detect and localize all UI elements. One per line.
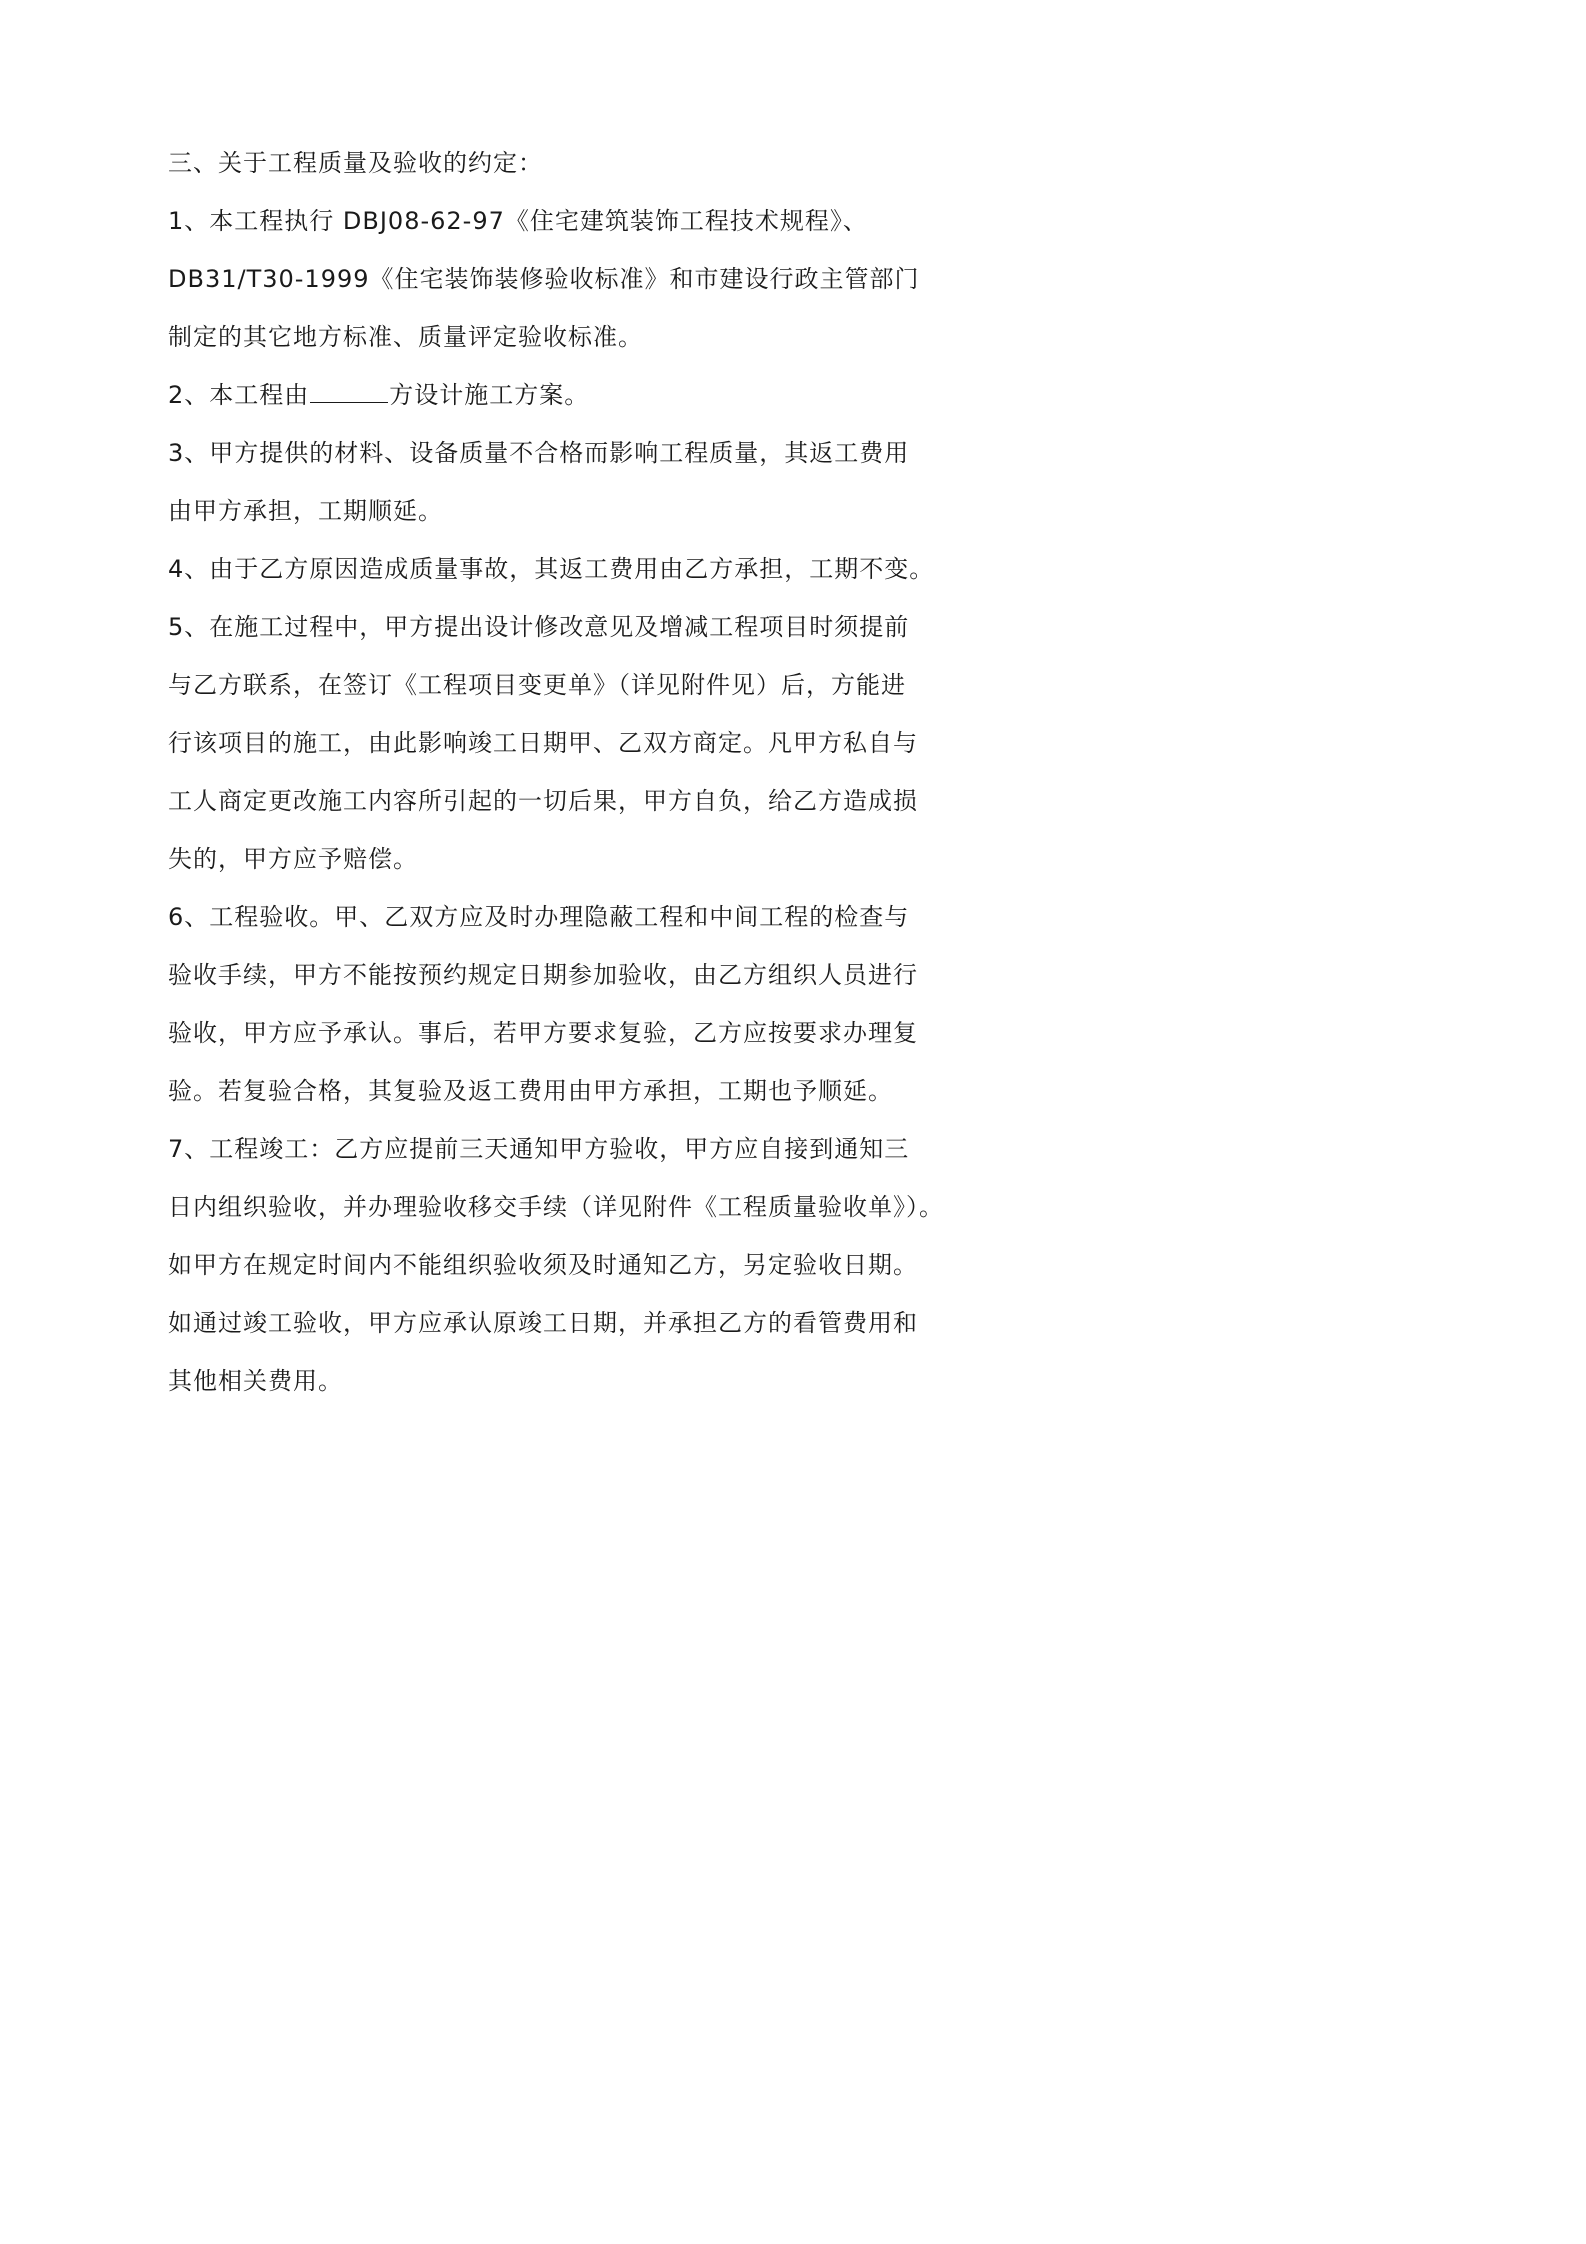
clause-4-line: 4、由于乙方原因造成质量事故，其返工费用由乙方承担，工期不变。 <box>168 555 935 583</box>
clause-1-line: 制定的其它地方标准、质量评定验收标准。 <box>168 323 643 351</box>
clause-5-line: 工人商定更改施工内容所引起的一切后果，甲方自负，给乙方造成损 <box>168 787 918 815</box>
clause-7-line: 其他相关费用。 <box>168 1367 343 1395</box>
clause-5-line: 5、在施工过程中，甲方提出设计修改意见及增减工程项目时须提前 <box>168 613 910 641</box>
clause-6-line: 验收，甲方应予承认。事后，若甲方要求复验，乙方应按要求办理复 <box>168 1019 918 1047</box>
fill-in-blank <box>310 378 388 403</box>
clause-5-line: 失的，甲方应予赔偿。 <box>168 845 418 873</box>
clause-2-suffix: 方设计施工方案。 <box>389 381 590 409</box>
clause-1-line: 1、本工程执行 DBJ08-62-97《住宅建筑装饰工程技术规程》、 <box>168 207 868 235</box>
contract-section <box>168 134 968 1410</box>
document-page <box>0 0 1101 1558</box>
clause-3-line: 由甲方承担，工期顺延。 <box>168 497 443 525</box>
clause-7-line: 7、工程竣工：乙方应提前三天通知甲方验收，甲方应自接到通知三 <box>168 1135 910 1163</box>
section-heading: 三、关于工程质量及验收的约定： <box>168 149 543 177</box>
clause-5-line: 与乙方联系，在签订《工程项目变更单》（详见附件见）后，方能进 <box>168 671 906 699</box>
clause-7-line: 如甲方在规定时间内不能组织验收须及时通知乙方，另定验收日期。 <box>168 1251 918 1279</box>
clause-5-line: 行该项目的施工，由此影响竣工日期甲、乙双方商定。凡甲方私自与 <box>168 729 918 757</box>
clause-2-line <box>168 366 968 424</box>
clause-2-prefix: 2、本工程由 <box>168 381 310 409</box>
clause-7-line: 日内组织验收，并办理验收移交手续（详见附件《工程质量验收单》）。 <box>168 1193 944 1221</box>
clause-3-line: 3、甲方提供的材料、设备质量不合格而影响工程质量，其返工费用 <box>168 439 910 467</box>
clause-6-line: 6、工程验收。甲、乙双方应及时办理隐蔽工程和中间工程的检查与 <box>168 903 910 931</box>
clause-1-line: DB31/T30-1999《住宅装饰装修验收标准》和市建设行政主管部门 <box>168 265 920 293</box>
clause-7-line: 如通过竣工验收，甲方应承认原竣工日期，并承担乙方的看管费用和 <box>168 1309 918 1337</box>
clause-6-line: 验。若复验合格，其复验及返工费用由甲方承担，工期也予顺延。 <box>168 1077 893 1105</box>
clause-6-line: 验收手续，甲方不能按预约规定日期参加验收，由乙方组织人员进行 <box>168 961 918 989</box>
